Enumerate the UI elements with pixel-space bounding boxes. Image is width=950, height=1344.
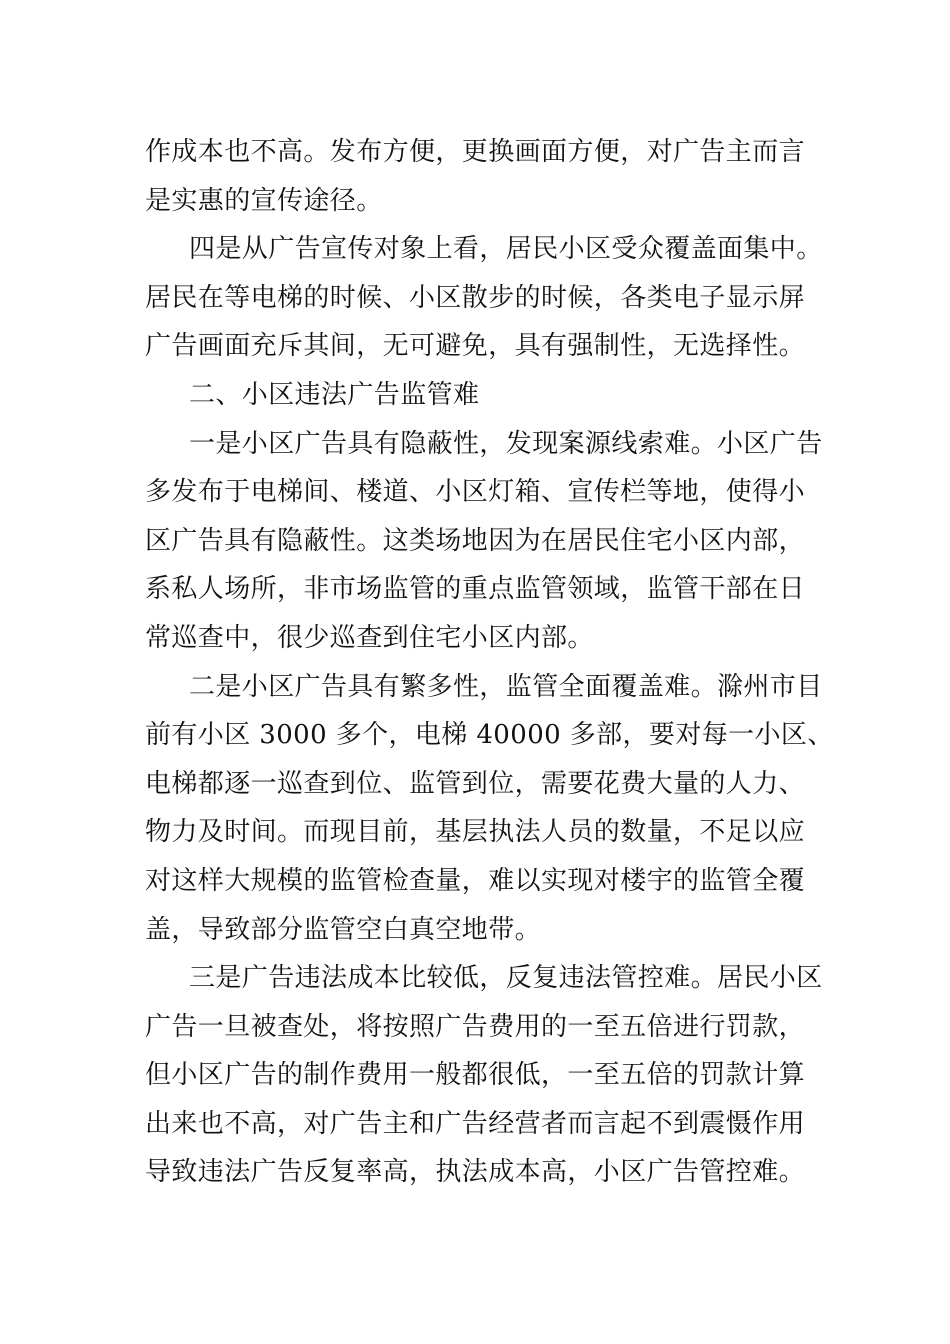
text-line-10: 系私人场所，非市场监管的重点监管领域，监管干部在日 [145,574,806,605]
text-line-17: 盖，导致部分监管空白真空地带。 [145,914,542,945]
text-line-22: 导致违法广告反复率高，执法成本高，小区广告管控难。 [145,1157,806,1188]
text-line-15: 物力及时间。而现目前，基层执法人员的数量，不足以应 [145,817,806,848]
document-body [145,128,834,1197]
text-line-14: 电梯都逐一巡查到位、监管到位，需要花费大量的人力、 [145,768,806,799]
section-heading: 二、小区违法广告监管难 [189,379,480,410]
paragraph-start-line-3: 四是从广告宣传对象上看，居民小区受众覆盖面集中。 [189,234,823,265]
text-line-5: 广告画面充斥其间，无可避免，具有强制性，无选择性。 [145,331,806,362]
text-line-16: 对这样大规模的监管检查量，难以实现对楼宇的监管全覆 [145,865,806,896]
text-line-13: 前有小区 3000 多个，电梯 40000 多部，要对每一小区、 [145,720,834,751]
text-line-8: 多发布于电梯间、楼道、小区灯箱、宣传栏等地，使得小 [145,477,806,508]
paragraph-start-line-12: 二是小区广告具有繁多性，监管全面覆盖难。滁州市目 [189,671,823,702]
text-line-4: 居民在等电梯的时候、小区散步的时候，各类电子显示屏 [145,282,806,313]
paragraph-start-line-18: 三是广告违法成本比较低，反复违法管控难。居民小区 [189,963,823,994]
text-line-20: 但小区广告的制作费用一般都很低，一至五倍的罚款计算 [145,1060,806,1091]
text-line-1: 作成本也不高。发布方便，更换画面方便，对广告主而言 [145,137,806,167]
paragraph-start-line-7: 一是小区广告具有隐蔽性，发现案源线索难。小区广告 [189,428,823,459]
text-line-2: 是实惠的宣传途径。 [145,185,383,216]
text-line-21: 出来也不高，对广告主和广告经营者而言起不到震慑作用 [145,1108,806,1139]
text-line-9: 区广告具有隐蔽性。这类场地因为在居民住宅小区内部， [145,525,806,556]
text-line-11: 常巡查中，很少巡查到住宅小区内部。 [145,622,594,653]
text-line-19: 广告一旦被查处，将按照广告费用的一至五倍进行罚款， [145,1011,806,1042]
